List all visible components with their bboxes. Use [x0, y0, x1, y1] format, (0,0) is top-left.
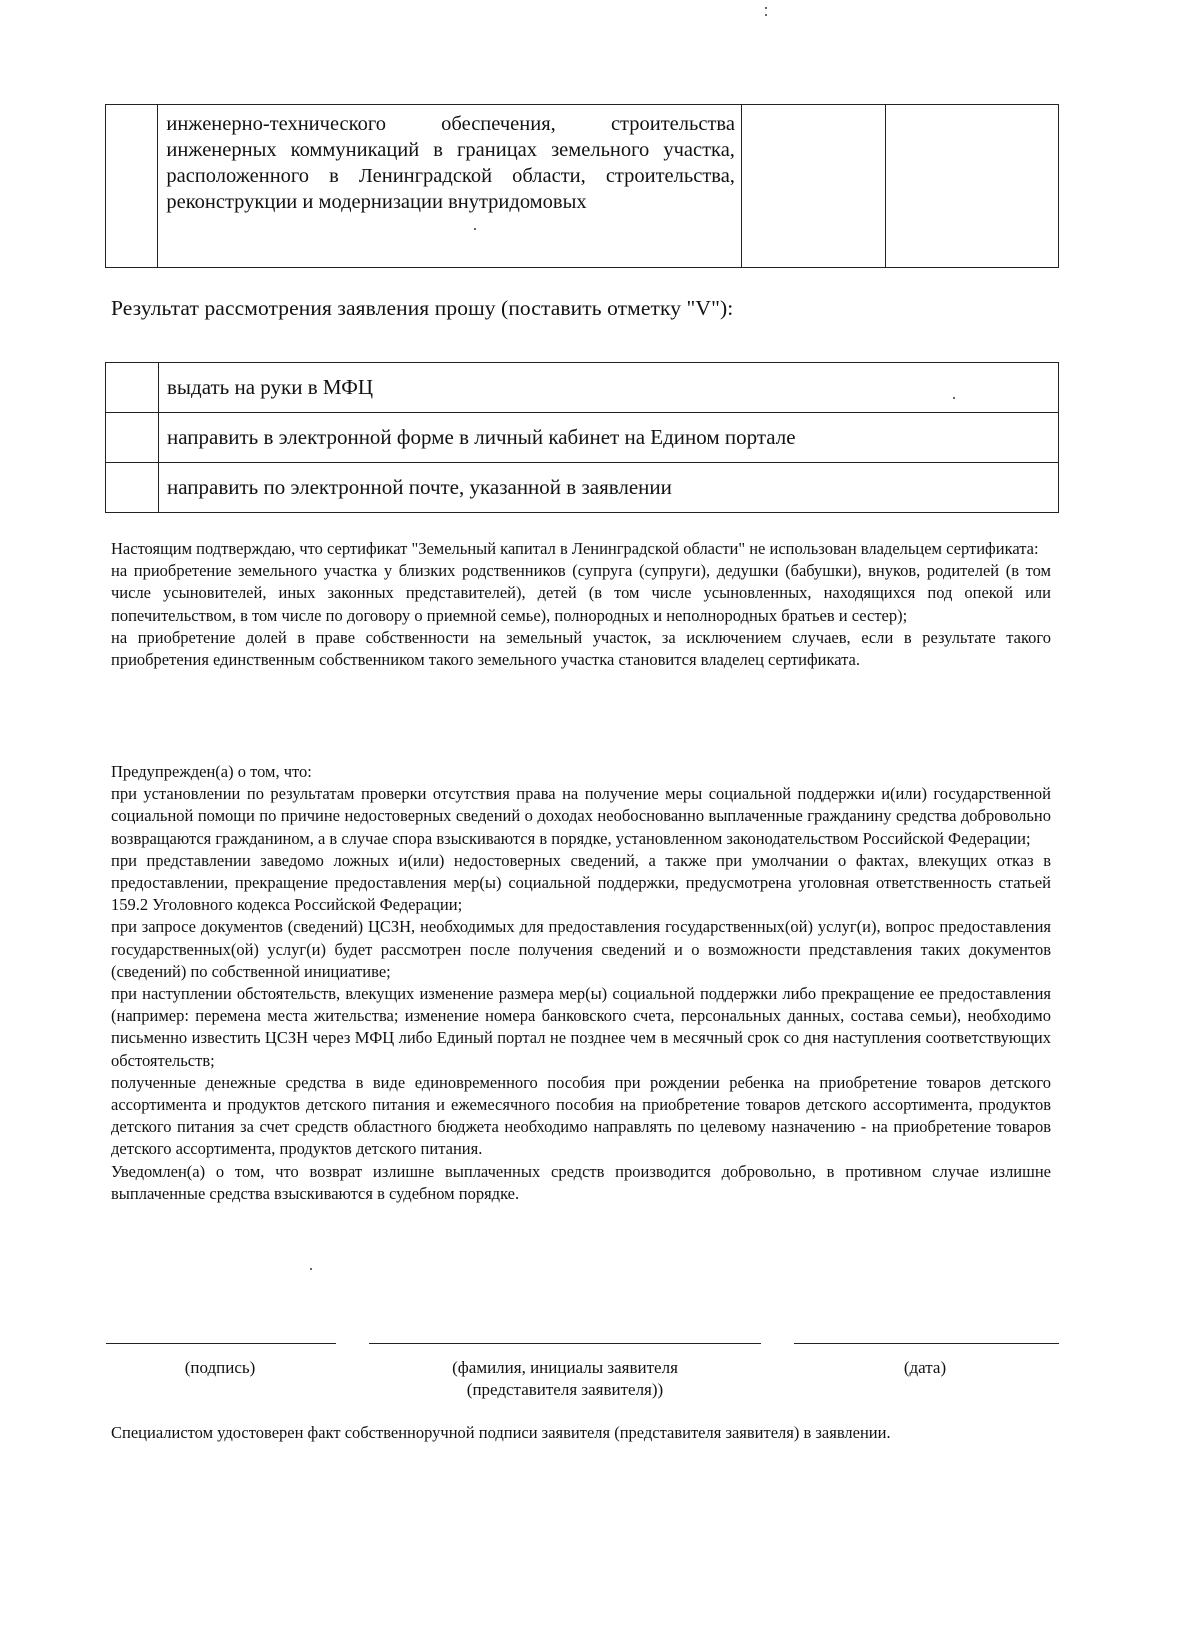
service-description-cell — [158, 105, 742, 268]
service-description-text: инженерно-технического обеспечения, строительства инженерных коммуникаций в границах земельного участка, расположенного в Ленинградской области, строительства, реконструкции и модернизации внутридомовых — [166, 113, 735, 213]
scan-speck — [310, 1268, 312, 1270]
date-label: (дата) — [903, 1358, 947, 1377]
name-label-line1: (фамилия, инициалы заявителя — [452, 1358, 678, 1377]
warning-paragraph: при запросе документов (сведений) ЦСЗН, необходимых для предоставления государственных(ой) услуг(и), вопрос предоставления государственных(ой) услуг(и) будет рассмотрен после получения сведений и о возможности представления таких документов (сведений) по собственной инициативе; — [111, 917, 1051, 981]
warning-paragraph: при установлении по результатам проверки отсутствия права на получение меры социальной поддержки и(или) государственной социальной помощи по причине недостоверных сведений о доходах необоснованно выплаченные гражданину средства добровольно возвращаются гражданином, а в случае спора взыскиваются в порядке, установленном законодательством Российской Федерации; — [111, 784, 1051, 848]
option-row-portal — [106, 413, 1059, 463]
name-label — [380, 1357, 750, 1401]
service-table — [105, 104, 1059, 268]
option-label-email: направить по электронной почте, указанной в заявлении — [159, 463, 1059, 513]
confirmation-block — [111, 538, 1051, 671]
warnings-block — [111, 761, 1051, 1205]
confirmation-paragraph: Настоящим подтверждаю, что сертификат "Земельный капитал в Ленинградской области" не использован владельцем сертификата: — [111, 539, 1039, 558]
warning-paragraph: полученные денежные средства в виде единовременного пособия при рождении ребенка на приобретение товаров детского ассортимента и продуктов детского питания и ежемесячного пособия на приобретение товаров детского ассортимента, продуктов детского питания за счет средств областного бюджета необходимо направлять по целевому назначению - на приобретение товаров детского ассортимента, продуктов детского питания. — [111, 1072, 1051, 1159]
empty-cell — [886, 105, 1059, 268]
confirmation-paragraph: на приобретение долей в праве собственности на земельный участок, за исключением случаев, если в результате такого приобретения единственным собственником такого земельного участка становится владелец сертификата. — [111, 627, 1051, 670]
scan-speck — [765, 14, 767, 16]
signature-label: (подпись) — [184, 1358, 256, 1377]
result-options-table — [105, 362, 1059, 513]
scan-speck — [474, 228, 476, 230]
scan-speck — [765, 7, 767, 9]
notice-paragraph: Уведомлен(а) о том, что возврат излишне выплаченных средств производится добровольно, в противном случае излишне выплаченные средства взыскиваются в судебном порядке. — [111, 1161, 1051, 1203]
checkbox-mfc[interactable] — [106, 363, 159, 413]
table-row — [106, 105, 1059, 268]
name-line[interactable] — [369, 1343, 761, 1344]
confirmation-paragraph: на приобретение земельного участка у близких родственников (супруга (супруги), дедушки (бабушки), внуков, родителей (в том числе усыновителей, иных законных представителей), детей (в том числе усыновленных, находящихся под опекой или попечительством, в том числе по договору о приемной семье), полнородных и неполнородных братьев и сестер); — [111, 561, 1051, 625]
signature-line[interactable] — [106, 1343, 336, 1344]
option-row-mfc — [106, 363, 1059, 413]
warning-paragraph: Предупрежден(а) о том, что: — [111, 762, 312, 781]
checkbox-portal[interactable] — [106, 413, 159, 463]
option-label-portal: направить в электронной форме в личный кабинет на Едином портале — [159, 413, 1059, 463]
date-line[interactable] — [794, 1343, 1059, 1344]
empty-cell — [741, 105, 885, 268]
warning-paragraph: при представлении заведомо ложных и(или) недостоверных сведений, а также при умолчании о фактах, влекущих отказ в предоставлении, прекращение предоставления мер(ы) социальной поддержки, предусмотрена уголовная ответственность статьей 159.2 Уголовного кодекса Российской Федерации; — [111, 850, 1051, 915]
option-label-mfc: выдать на руки в МФЦ — [159, 363, 1059, 413]
result-heading: Результат рассмотрения заявления прошу (поставить отметку "V"): — [111, 296, 734, 320]
scan-speck — [953, 397, 955, 399]
specialist-note: Специалистом удостоверен факт собственноручной подписи заявителя (представителя заявителя) в заявлении. — [111, 1423, 891, 1442]
warning-paragraph: при наступлении обстоятельств, влекущих изменение размера мер(ы) социальной поддержки либо прекращение ее предоставления (например: перемена места жительства; изменение номера банковского счета, персональных данных, состава семьи), необходимо письменно известить ЦСЗН через МФЦ либо Единый портал не позднее чем в месячный срок со дня наступления соответствующих обстоятельств; — [111, 984, 1051, 1070]
row-number-cell — [106, 105, 158, 268]
option-row-email — [106, 463, 1059, 513]
name-label-line2: (представителя заявителя)) — [466, 1380, 664, 1399]
checkbox-email[interactable] — [106, 463, 159, 513]
